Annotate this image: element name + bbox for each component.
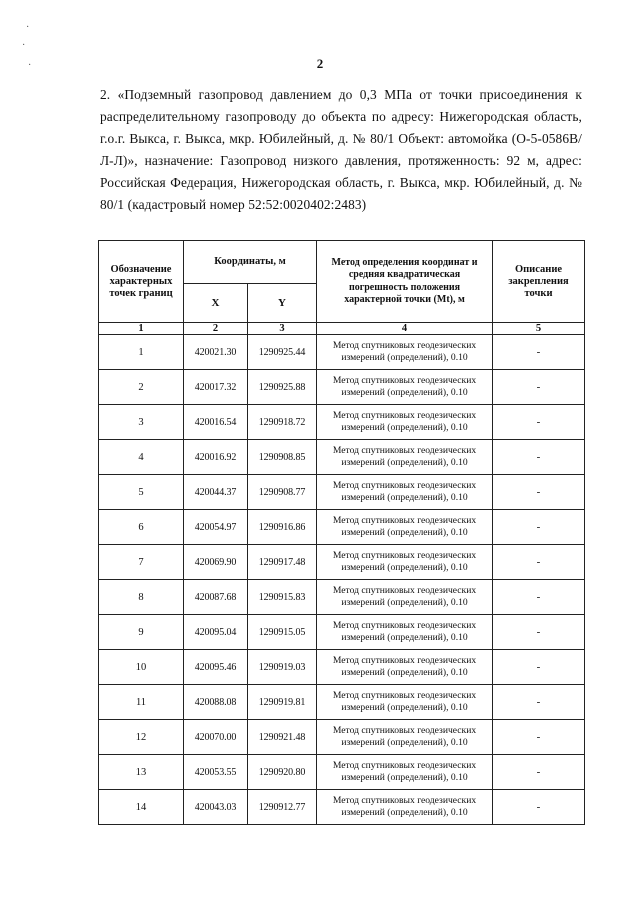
table-row — [99, 580, 585, 615]
point-cell: 1 — [99, 335, 184, 370]
method-cell: Метод спутниковых геодезических измерений (определений), 0.10 — [317, 650, 493, 685]
method-cell: Метод спутниковых геодезических измерений (определений), 0.10 — [317, 440, 493, 475]
object-description-paragraph: 2. «Подземный газопровод давлением до 0,3 МПа от точки присоединения к распределительному газопроводу до объекта по адресу: Нижегородская область, г.о.г. Выкса, г. Выкса, мкр. Юбилейный, д. № 80/1 Объект: автомойка (О-5-0586В/Л-Л)», назначение: Газопровод низкого давления, протяженность: 92 м, адрес: Российская Федерация, Нижегородская область, г. Выкса, мкр. Юбилейный, д. № 80/1 (кадастровый номер 52:52:0020402:2483) — [100, 87, 582, 212]
x-coordinate-cell: 420016.54 — [184, 405, 248, 440]
method-cell: Метод спутниковых геодезических измерений (определений), 0.10 — [317, 580, 493, 615]
description-cell: - — [493, 650, 585, 685]
point-cell: 14 — [99, 790, 184, 825]
y-coordinate-cell: 1290915.83 — [248, 580, 317, 615]
table-row — [99, 370, 585, 405]
x-coordinate-cell: 420070.00 — [184, 720, 248, 755]
method-cell: Метод спутниковых геодезических измерений (определений), 0.10 — [317, 475, 493, 510]
table-row — [99, 615, 585, 650]
description-cell: - — [493, 475, 585, 510]
table-row — [99, 685, 585, 720]
header-coordinates: Координаты, м — [184, 241, 317, 284]
point-cell: 3 — [99, 405, 184, 440]
scan-speck: · — [26, 22, 30, 33]
method-cell: Метод спутниковых геодезических измерений (определений), 0.10 — [317, 370, 493, 405]
point-cell: 5 — [99, 475, 184, 510]
y-coordinate-cell: 1290920.80 — [248, 755, 317, 790]
point-cell: 2 — [99, 370, 184, 405]
y-coordinate-cell: 1290917.48 — [248, 545, 317, 580]
scan-speck: · — [22, 40, 26, 51]
y-coordinate-cell: 1290908.85 — [248, 440, 317, 475]
y-coordinate-cell: 1290921.48 — [248, 720, 317, 755]
method-cell: Метод спутниковых геодезических измерений (определений), 0.10 — [317, 545, 493, 580]
col-number: 1 — [99, 323, 184, 335]
table-row — [99, 405, 585, 440]
header-y: Y — [248, 284, 317, 323]
table-row — [99, 440, 585, 475]
y-coordinate-cell: 1290916.86 — [248, 510, 317, 545]
table-row — [99, 545, 585, 580]
description-cell: - — [493, 615, 585, 650]
method-cell: Метод спутниковых геодезических измерений (определений), 0.10 — [317, 615, 493, 650]
header-method: Метод определения координат и средняя квадратическая погрешность положения характерной точки (Mt), м — [317, 241, 493, 323]
method-cell: Метод спутниковых геодезических измерений (определений), 0.10 — [317, 510, 493, 545]
coordinates-table — [98, 240, 585, 825]
method-cell: Метод спутниковых геодезических измерений (определений), 0.10 — [317, 755, 493, 790]
y-coordinate-cell: 1290925.44 — [248, 335, 317, 370]
col-number: 4 — [317, 323, 493, 335]
table-row — [99, 755, 585, 790]
y-coordinate-cell: 1290912.77 — [248, 790, 317, 825]
table-body — [99, 335, 585, 825]
x-coordinate-cell: 420016.92 — [184, 440, 248, 475]
table-row — [99, 475, 585, 510]
table-row — [99, 510, 585, 545]
point-cell: 7 — [99, 545, 184, 580]
x-coordinate-cell: 420043.03 — [184, 790, 248, 825]
header-point-designation: Обозначение характерных точек границ — [99, 241, 184, 323]
x-coordinate-cell: 420087.68 — [184, 580, 248, 615]
description-cell: - — [493, 685, 585, 720]
x-coordinate-cell: 420088.08 — [184, 685, 248, 720]
method-cell: Метод спутниковых геодезических измерений (определений), 0.10 — [317, 720, 493, 755]
point-cell: 8 — [99, 580, 184, 615]
y-coordinate-cell: 1290915.05 — [248, 615, 317, 650]
point-cell: 13 — [99, 755, 184, 790]
scan-speck: · — [28, 60, 32, 71]
point-cell: 10 — [99, 650, 184, 685]
method-cell: Метод спутниковых геодезических измерений (определений), 0.10 — [317, 685, 493, 720]
x-coordinate-cell: 420054.97 — [184, 510, 248, 545]
table-row — [99, 790, 585, 825]
col-number: 3 — [248, 323, 317, 335]
y-coordinate-cell: 1290925.88 — [248, 370, 317, 405]
col-number: 2 — [184, 323, 248, 335]
description-cell: - — [493, 545, 585, 580]
description-cell: - — [493, 370, 585, 405]
y-coordinate-cell: 1290919.81 — [248, 685, 317, 720]
x-coordinate-cell: 420044.37 — [184, 475, 248, 510]
description-cell: - — [493, 580, 585, 615]
method-cell: Метод спутниковых геодезических измерений (определений), 0.10 — [317, 790, 493, 825]
header-description: Описание закрепления точки — [493, 241, 585, 323]
x-coordinate-cell: 420095.04 — [184, 615, 248, 650]
description-cell: - — [493, 405, 585, 440]
y-coordinate-cell: 1290918.72 — [248, 405, 317, 440]
point-cell: 9 — [99, 615, 184, 650]
description-cell: - — [493, 510, 585, 545]
description-cell: - — [493, 755, 585, 790]
table-row — [99, 335, 585, 370]
method-cell: Метод спутниковых геодезических измерений (определений), 0.10 — [317, 335, 493, 370]
description-cell: - — [493, 790, 585, 825]
point-cell: 12 — [99, 720, 184, 755]
point-cell: 4 — [99, 440, 184, 475]
header-x: X — [184, 284, 248, 323]
col-number: 5 — [493, 323, 585, 335]
description-cell: - — [493, 720, 585, 755]
table-row — [99, 650, 585, 685]
point-cell: 6 — [99, 510, 184, 545]
description-cell: - — [493, 335, 585, 370]
x-coordinate-cell: 420017.32 — [184, 370, 248, 405]
x-coordinate-cell: 420095.46 — [184, 650, 248, 685]
method-cell: Метод спутниковых геодезических измерений (определений), 0.10 — [317, 405, 493, 440]
x-coordinate-cell: 420021.30 — [184, 335, 248, 370]
table-row — [99, 720, 585, 755]
point-cell: 11 — [99, 685, 184, 720]
page-number: 2 — [316, 56, 324, 71]
x-coordinate-cell: 420053.55 — [184, 755, 248, 790]
description-cell: - — [493, 440, 585, 475]
x-coordinate-cell: 420069.90 — [184, 545, 248, 580]
y-coordinate-cell: 1290908.77 — [248, 475, 317, 510]
y-coordinate-cell: 1290919.03 — [248, 650, 317, 685]
